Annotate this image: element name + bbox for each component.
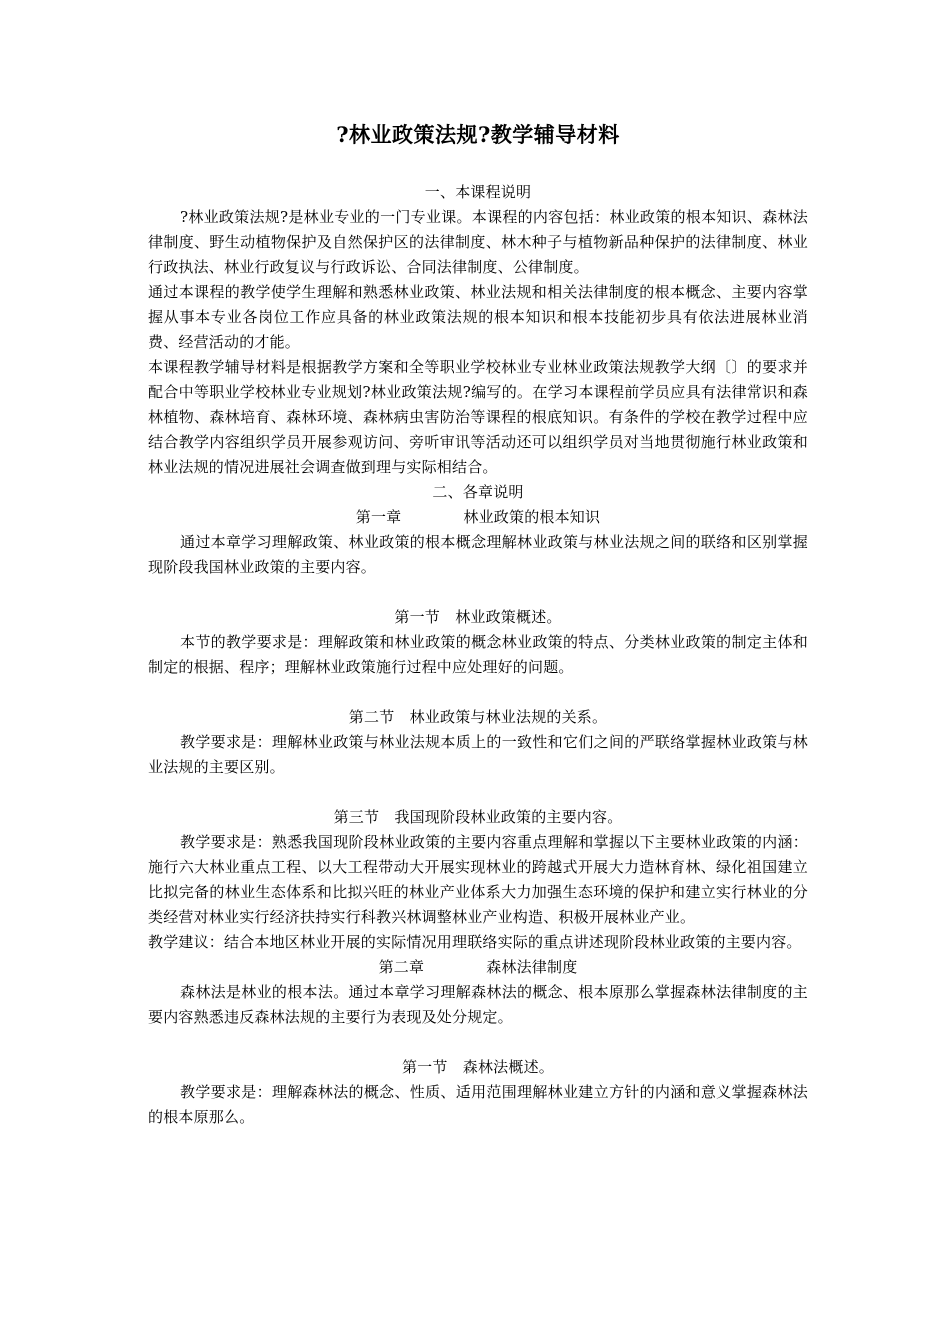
- paragraph: 本课程教学辅导材料是根据教学方案和全等职业学校林业专业林业政策法规教学大纲〔〕的要求并配合中等职业学校林业专业规划?林业政策法规?编写的。在学习本课程前学员应具有法律常识和森林植物、森林培育、森林环境、森林病虫害防治等课程的根底知识。有条件的学校在教学过程中应结合教学内容组织学员开展参观访问、旁听审讯等活动还可以组织学员对当地贯彻施行林业政策和林业法规的情况进展社会调查做到理与实际相结合。: [148, 358, 808, 476]
- section-heading: 第一节 林业政策概述。: [394, 608, 562, 626]
- section-heading-chapter-description: 二、各章说明: [432, 483, 524, 501]
- chapter-title: 森林法律制度: [486, 958, 578, 976]
- chapter-number: 第二章: [378, 958, 425, 976]
- section-heading-course-description: 一、本课程说明: [424, 183, 532, 201]
- paragraph: 教学要求是：理解林业政策与林业法规本质上的一致性和它们之间的严联络掌握林业政策与林业法规的主要区别。: [148, 733, 808, 776]
- section-heading: 第三节 我国现阶段林业政策的主要内容。: [333, 808, 623, 826]
- paragraph: 通过本章学习理解政策、林业政策的根本概念理解林业政策与林业法规之间的联络和区别掌握现阶段我国林业政策的主要内容。: [148, 533, 808, 576]
- section-heading: 第二节 林业政策与林业法规的关系。: [348, 708, 608, 726]
- paragraph: ?林业政策法规?是林业专业的一门专业课。本课程的内容包括：林业政策的根本知识、森林法律制度、野生动植物保护及自然保护区的法律制度、林木种子与植物新品种保护的法律制度、林业行政执法、林业行政复议与行政诉讼、合同法律制度、公律制度。: [148, 208, 808, 276]
- chapter-number: 第一章: [355, 508, 402, 526]
- document-title: ?林业政策法规?教学辅导材料: [336, 122, 620, 147]
- section-heading: 第一节 森林法概述。: [401, 1058, 554, 1076]
- paragraph: 教学建议：结合本地区林业开展的实际情况用理联络实际的重点讲述现阶段林业政策的主要内容。: [148, 933, 802, 951]
- paragraph: 教学要求是：熟悉我国现阶段林业政策的主要内容重点理解和掌握以下主要林业政策的内涵：施行六大林业重点工程、以大工程带动大开展实现林业的跨越式开展大力造林育林、绿化祖国建立比拟完备的林业生态体系和比拟兴旺的林业产业体系大力加强生态环境的保护和建立实行林业的分类经营对林业实行经济扶持实行科教兴林调整林业产业构造、积极开展林业产业。: [148, 833, 808, 926]
- chapter-heading: [148, 505, 808, 530]
- document-page: [148, 120, 808, 1130]
- paragraph: 森林法是林业的根本法。通过本章学习理解森林法的概念、根本原那么掌握森林法律制度的主要内容熟悉违反森林法规的主要行为表现及处分规定。: [148, 983, 808, 1026]
- paragraph: 教学要求是：理解森林法的概念、性质、适用范围理解林业建立方针的内涵和意义掌握森林法的根本原那么。: [148, 1083, 808, 1126]
- chapter-heading: [148, 955, 808, 980]
- paragraph: 本节的教学要求是：理解政策和林业政策的概念林业政策的特点、分类林业政策的制定主体和制定的根据、程序；理解林业政策施行过程中应处理好的问题。: [148, 633, 808, 676]
- chapter-title: 林业政策的根本知识: [463, 508, 601, 526]
- paragraph: 通过本课程的教学使学生理解和熟悉林业政策、林业法规和相关法律制度的根本概念、主要内容掌握从事本专业各岗位工作应具备的林业政策法规的根本知识和根本技能初步具有依法进展林业消费、经营活动的才能。: [148, 283, 808, 351]
